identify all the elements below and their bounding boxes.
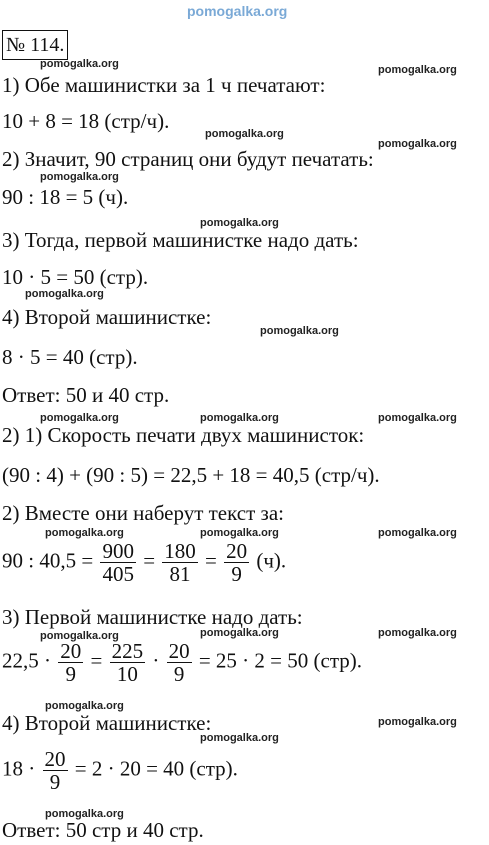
solution-line-2: 10 + 8 = 18 (стр/ч). [2, 109, 170, 133]
watermark: pomogalka.org [200, 732, 279, 744]
fraction: $\frac{20}{9}$ [226, 539, 248, 587]
solution-line-6: 10 · 5 = 50 (стр). [2, 265, 149, 289]
watermark: pomogalka.org [40, 412, 119, 424]
watermark: pomogalka.org [378, 627, 457, 639]
fraction: $\frac{20}{9}$ [168, 639, 190, 687]
fraction: $\frac{180}{81}$ [164, 539, 196, 587]
solution-line-8: 8 · 5 = 40 (стр). [2, 345, 138, 369]
watermark: pomogalka.org [378, 716, 457, 728]
fraction: $\frac{225}{10}$ [111, 639, 144, 687]
site-watermark-top: pomogalka.org [187, 3, 288, 19]
solution-line-11: (90 : 4) + (90 : 5) = 22,5 + 18 = 40,5 (стр/ч). [2, 463, 380, 487]
fraction: $\frac{20}{9}$ [44, 747, 66, 795]
watermark: pomogalka.org [200, 412, 279, 424]
answer-1: Ответ: 50 и 40 стр. [2, 383, 170, 407]
fraction: $\frac{900}{405}$ [102, 539, 134, 587]
fraction: $\frac{20}{9}$ [60, 639, 82, 687]
solution-line-1: 1) Обе машинистки за 1 ч печатают: [2, 73, 326, 97]
watermark: pomogalka.org [45, 808, 124, 820]
watermark: pomogalka.org [45, 700, 124, 712]
solution-line-3: 2) Значит, 90 страниц они будут печатать: [2, 147, 374, 171]
solution-line-12: 2) Вместе они наберут текст за: [2, 501, 284, 525]
fraction-equation-3: 18 · $\frac{20}{9}$ = 2 · 20 = 40 (стр). [2, 747, 238, 795]
watermark: pomogalka.org [378, 527, 457, 539]
watermark: pomogalka.org [205, 128, 284, 140]
watermark: pomogalka.org [260, 325, 339, 337]
solution-line-4: 90 : 18 = 5 (ч). [2, 185, 129, 209]
watermark: pomogalka.org [25, 288, 104, 300]
watermark: pomogalka.org [378, 412, 457, 424]
watermark: pomogalka.org [378, 64, 457, 76]
fraction-equation-1: 90 : 40,5 = $\frac{900}{405}$ = $\frac{180}{81}$ = $\frac{20}{9}$ (ч). [2, 539, 287, 587]
fraction-equation-2: 22,5 · $\frac{20}{9}$ = $\frac{225}{10}$ · $\frac{20}{9}$ = 25 · 2 = 50 (стр). [2, 639, 363, 687]
solution-line-7: 4) Второй машинистке: [2, 305, 212, 329]
answer-2: Ответ: 50 стр и 40 стр. [2, 818, 204, 842]
watermark: pomogalka.org [40, 630, 119, 642]
solution-line-10: 2) 1) Скорость печати двух машинисток: [2, 423, 365, 447]
watermark: pomogalka.org [378, 138, 457, 150]
solution-line-5: 3) Тогда, первой машинистке надо дать: [2, 228, 359, 252]
watermark: pomogalka.org [40, 171, 119, 183]
task-number: № 114. [2, 30, 68, 60]
watermark: pomogalka.org [40, 58, 119, 70]
solution-line-14: 3) Первой машинистке надо дать: [2, 605, 303, 629]
solution-line-16: 4) Второй машинистке: [2, 711, 212, 735]
watermark: pomogalka.org [200, 627, 279, 639]
watermark: pomogalka.org [200, 217, 279, 229]
watermark: pomogalka.org [45, 527, 124, 539]
watermark: pomogalka.org [200, 527, 279, 539]
